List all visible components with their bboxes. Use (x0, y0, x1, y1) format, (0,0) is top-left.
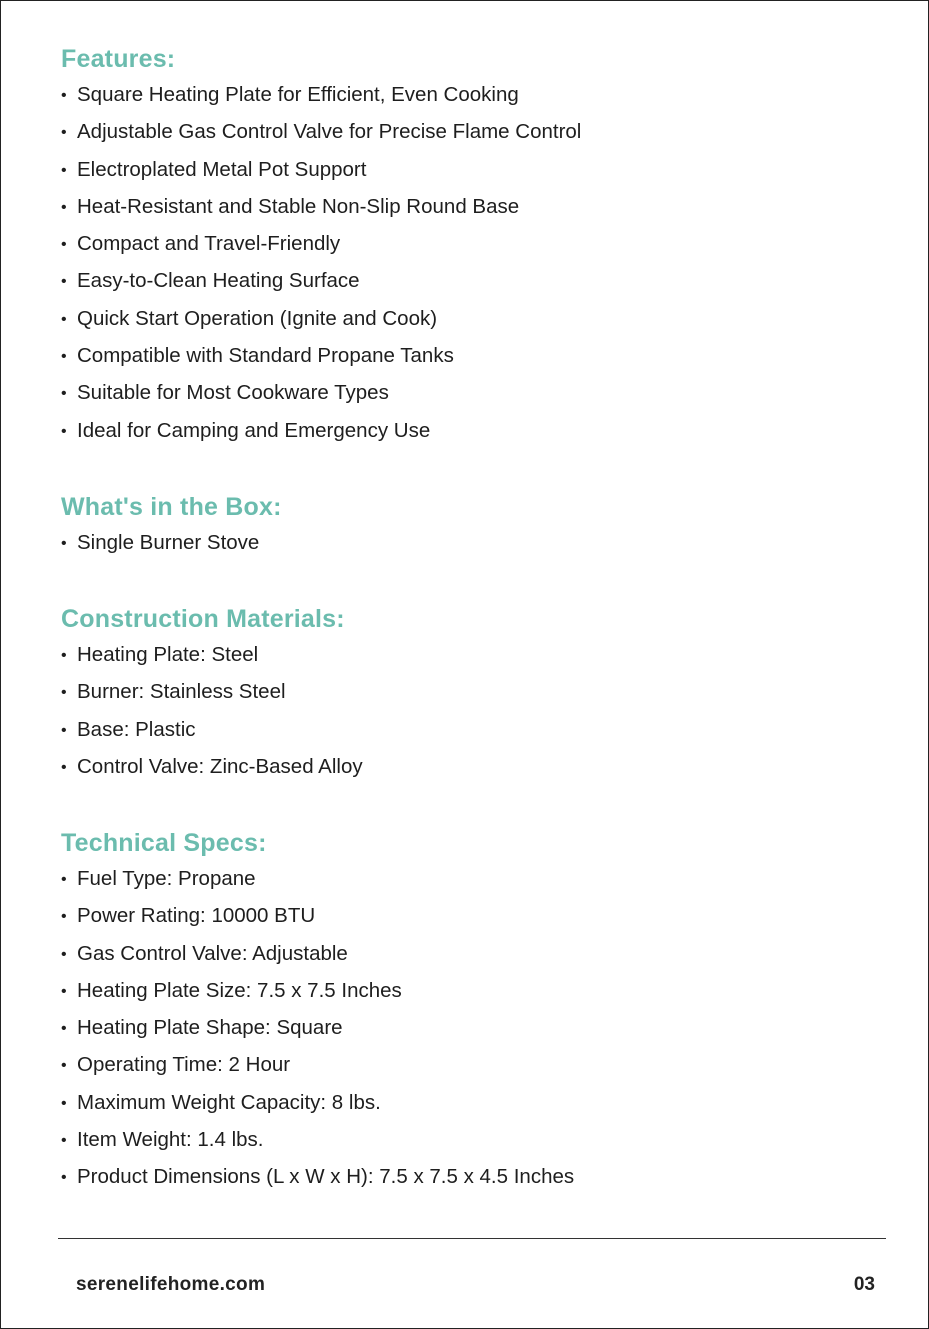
list-item (61, 418, 881, 455)
bullet-icon: • (61, 87, 67, 104)
bullet-icon: • (61, 1169, 67, 1187)
feature-text: Suitable for Most Cookware Types (77, 381, 389, 405)
bullet-icon: • (61, 161, 67, 179)
bullet-icon: • (61, 721, 67, 739)
spec-text: Product Dimensions (L x W x H): 7.5 x 7.5 x 4.5 Inches (77, 1165, 575, 1189)
bullet-icon: • (61, 684, 67, 702)
feature-text: Compatible with Standard Propane Tanks (77, 344, 454, 368)
bullet-icon: • (61, 758, 67, 776)
list-item (61, 1127, 881, 1164)
features-section (61, 44, 881, 455)
feature-text: Square Heating Plate for Efficient, Even Cooking (77, 83, 519, 106)
bullet-icon: • (61, 273, 67, 291)
spec-text: Gas Control Valve: Adjustable (77, 941, 348, 965)
spec-text: Item Weight: 1.4 lbs. (77, 1128, 264, 1152)
specs-section (61, 828, 881, 1202)
bullet-icon: • (61, 945, 67, 963)
list-item (61, 530, 881, 567)
box-contents-heading: What's in the Box: (61, 493, 282, 521)
material-text: Control Valve: Zinc-Based Alloy (77, 754, 363, 778)
list-item (61, 866, 881, 903)
bullet-icon: • (61, 236, 67, 254)
materials-section (61, 604, 881, 791)
bullet-icon: • (61, 1132, 67, 1150)
list-item (61, 119, 881, 156)
box-contents-section (61, 492, 881, 567)
list-item (61, 82, 881, 119)
feature-text: Heat-Resistant and Stable Non-Slip Round Base (77, 194, 520, 218)
bullet-icon: • (61, 535, 67, 552)
list-item (61, 343, 881, 380)
materials-heading: Construction Materials: (61, 605, 345, 633)
bullet-icon: • (61, 310, 67, 328)
bullet-icon: • (61, 422, 67, 440)
list-item (61, 1052, 881, 1089)
bullet-icon: • (61, 647, 67, 664)
page-number: 03 (853, 1274, 875, 1295)
list-item (61, 194, 881, 231)
list-item (61, 642, 881, 679)
list-item (61, 306, 881, 343)
spec-text: Operating Time: 2 Hour (77, 1053, 291, 1077)
feature-text: Compact and Travel-Friendly (77, 232, 341, 256)
box-contents-list (61, 530, 881, 567)
list-item (61, 903, 881, 940)
bullet-icon: • (61, 1020, 67, 1038)
list-item (61, 679, 881, 716)
list-item (61, 1090, 881, 1127)
list-item (61, 941, 881, 978)
spec-text: Power Rating: 10000 BTU (77, 904, 316, 928)
bullet-icon: • (61, 348, 67, 366)
list-item (61, 754, 881, 791)
box-item-text: Single Burner Stove (77, 531, 260, 554)
bullet-icon: • (61, 1057, 67, 1075)
feature-text: Ideal for Camping and Emergency Use (77, 418, 431, 442)
features-list (61, 82, 881, 455)
list-item (61, 1015, 881, 1052)
footer-website: serenelifehome.com (76, 1274, 266, 1295)
specs-heading: Technical Specs: (61, 829, 267, 857)
list-item (61, 231, 881, 268)
bullet-icon: • (61, 198, 67, 216)
material-text: Burner: Stainless Steel (77, 680, 286, 704)
feature-text: Adjustable Gas Control Valve for Precise Flame Control (77, 120, 582, 144)
list-item (61, 1164, 881, 1201)
bullet-icon: • (61, 1094, 67, 1112)
feature-text: Quick Start Operation (Ignite and Cook) (77, 306, 438, 330)
list-item (61, 157, 881, 194)
footer-divider (58, 1238, 886, 1239)
bullet-icon: • (61, 908, 67, 926)
spec-text: Maximum Weight Capacity: 8 lbs. (77, 1090, 381, 1114)
bullet-icon: • (61, 385, 67, 403)
feature-text: Electroplated Metal Pot Support (77, 157, 367, 181)
material-text: Base: Plastic (77, 717, 196, 741)
specs-list (61, 866, 881, 1202)
spec-text: Heating Plate Size: 7.5 x 7.5 Inches (77, 978, 402, 1002)
materials-list (61, 642, 881, 791)
bullet-icon: • (61, 871, 67, 888)
spec-text: Fuel Type: Propane (77, 867, 256, 890)
list-item (61, 717, 881, 754)
bullet-icon: • (61, 124, 67, 142)
material-text: Heating Plate: Steel (77, 643, 259, 666)
features-heading: Features: (61, 45, 176, 73)
bullet-icon: • (61, 982, 67, 1000)
spec-text: Heating Plate Shape: Square (77, 1016, 343, 1040)
feature-text: Easy-to-Clean Heating Surface (77, 269, 360, 293)
list-item (61, 978, 881, 1015)
list-item (61, 268, 881, 305)
list-item (61, 380, 881, 417)
